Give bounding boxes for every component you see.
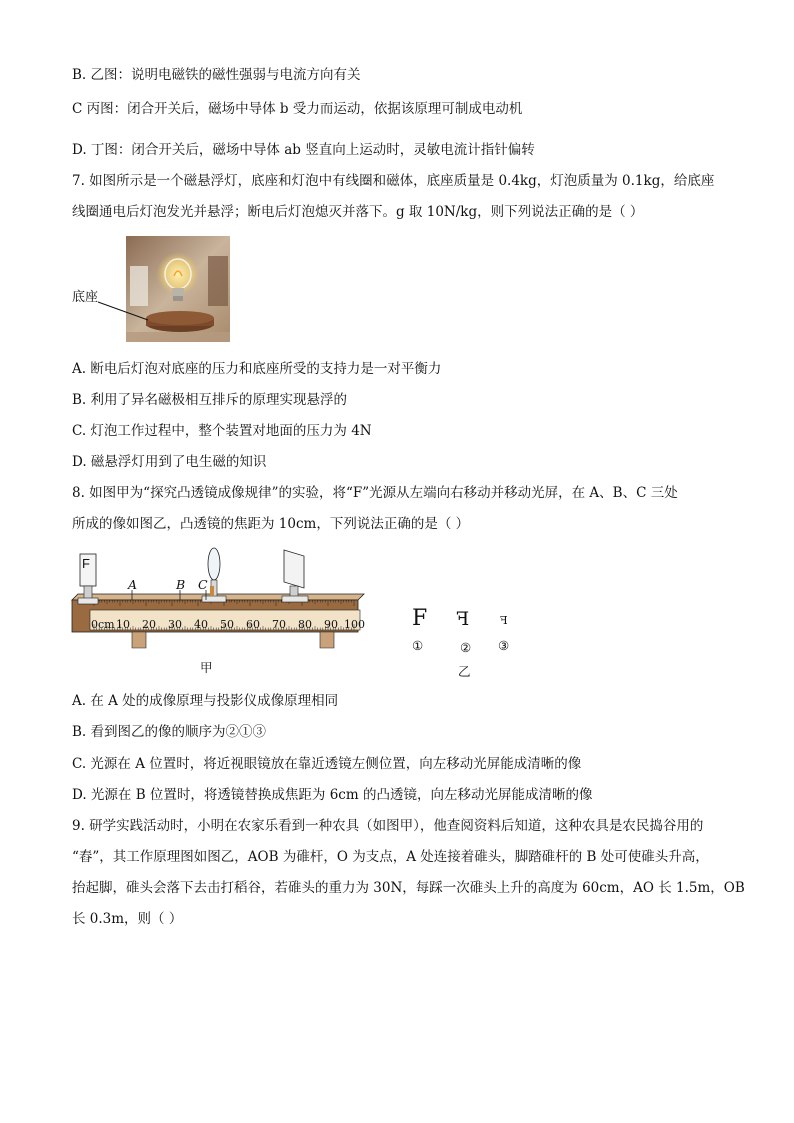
point-c-label: C bbox=[198, 577, 208, 592]
q8-option-c: C. 光源在 A 位置时，将近视眼镜放在靠近透镜左侧位置，向左移动光屏能成清晰的像 bbox=[72, 756, 582, 772]
image-3-small: F bbox=[500, 614, 508, 627]
optical-bench-drawing bbox=[66, 546, 366, 650]
q6-option-b: B. 乙图：说明电磁铁的磁性强弱与电流方向有关 bbox=[72, 67, 361, 83]
figure-yi-caption: 乙 bbox=[458, 664, 471, 679]
q7-option-c: C. 灯泡工作过程中，整个装置对地面的压力为 4N bbox=[72, 423, 372, 439]
q7-option-a: A. 断电后灯泡对底座的压力和底座所受的支持力是一对平衡力 bbox=[72, 361, 442, 377]
q8-option-b: B. 看到图乙的像的顺序为②①③ bbox=[72, 724, 267, 740]
q6-option-d: D. 丁图：闭合开关后，磁场中导体 ab 竖直向上运动时，灵敏电流计指针偏转 bbox=[72, 142, 535, 158]
q9-line-1: 9. 研学实践活动时，小明在农家乐看到一种农具（如图甲），他查阅资料后知道，这种农具是农民捣谷用的 bbox=[72, 818, 704, 834]
scale-tick-30: 30 bbox=[168, 618, 182, 631]
image-3-number: ③ bbox=[498, 638, 510, 653]
q9-line-4: 长 0.3m，则（ ） bbox=[72, 911, 183, 927]
image-1-large-upright: F bbox=[412, 606, 428, 631]
image-1-number: ① bbox=[412, 638, 424, 653]
scale-tick-20: 20 bbox=[142, 618, 156, 631]
q8-option-d: D. 光源在 B 位置时，将透镜替换成焦距为 6cm 的凸透镜，向左移动光屏能成清晰的像 bbox=[72, 787, 593, 803]
light-source-letter: F bbox=[82, 556, 90, 571]
q7-stem-line-1: 7. 如图所示是一个磁悬浮灯，底座和灯泡中有线圈和磁体，底座质量是 0.4kg，灯泡质量为 0.1kg，给底座 bbox=[72, 173, 715, 189]
scale-tick-80: 80 bbox=[298, 618, 312, 631]
scale-tick-40: 40 bbox=[194, 618, 208, 631]
q7-stem-line-2: 线圈通电后灯泡发光并悬浮；断电后灯泡熄灭并落下。g 取 10N/kg，则下列说法正确的是（ ） bbox=[72, 204, 644, 220]
maglev-lamp-figure bbox=[70, 236, 240, 344]
q9-line-3: 抬起脚，碓头会落下去击打稻谷，若碓头的重力为 30N，每踩一次碓头上升的高度为 60cm，AO 长 1.5m，OB bbox=[72, 880, 745, 896]
scale-tick-60: 60 bbox=[246, 618, 260, 631]
image-2-number: ② bbox=[460, 640, 472, 655]
scale-tick-90: 90 bbox=[324, 618, 338, 631]
scale-tick-10: 10 bbox=[116, 618, 130, 631]
q8-option-a: A. 在 A 处的成像原理与投影仪成像原理相同 bbox=[72, 693, 339, 709]
point-a-label: A bbox=[128, 577, 138, 592]
scale-unit-label: 0cm bbox=[91, 618, 115, 631]
scale-tick-100: 100 bbox=[344, 618, 365, 631]
figure-jia-caption: 甲 bbox=[200, 660, 213, 675]
base-label: 底座 bbox=[72, 290, 99, 305]
image-2-inverted: F bbox=[456, 608, 470, 630]
q9-line-2: “舂”，其工作原理图如图乙，AOB 为碓杆，O 为支点，A 处连接着碓头，脚踏碓杆的 B 处可使碓头升高， bbox=[72, 849, 709, 865]
scale-tick-70: 70 bbox=[272, 618, 286, 631]
q7-option-d: D. 磁悬浮灯用到了电生磁的知识 bbox=[72, 454, 267, 470]
q8-stem-line-1: 8. 如图甲为“探究凸透镜成像规律”的实验，将“F”光源从左端向右移动并移动光屏，在 A、B、C 三处 bbox=[72, 485, 678, 501]
q6-option-c: C 丙图：闭合开关后，磁场中导体 b 受力而运动，依据该原理可制成电动机 bbox=[72, 101, 523, 117]
optical-bench-figure bbox=[66, 546, 366, 676]
q7-option-b: B. 利用了异名磁极相互排斥的原理实现悬浮的 bbox=[72, 392, 348, 408]
point-b-label: B bbox=[176, 577, 186, 592]
q8-stem-line-2: 所成的像如图乙，凸透镜的焦距为 10cm，下列说法正确的是（ ） bbox=[72, 516, 470, 532]
image-sequence-figure bbox=[400, 600, 530, 680]
scale-tick-50: 50 bbox=[220, 618, 234, 631]
